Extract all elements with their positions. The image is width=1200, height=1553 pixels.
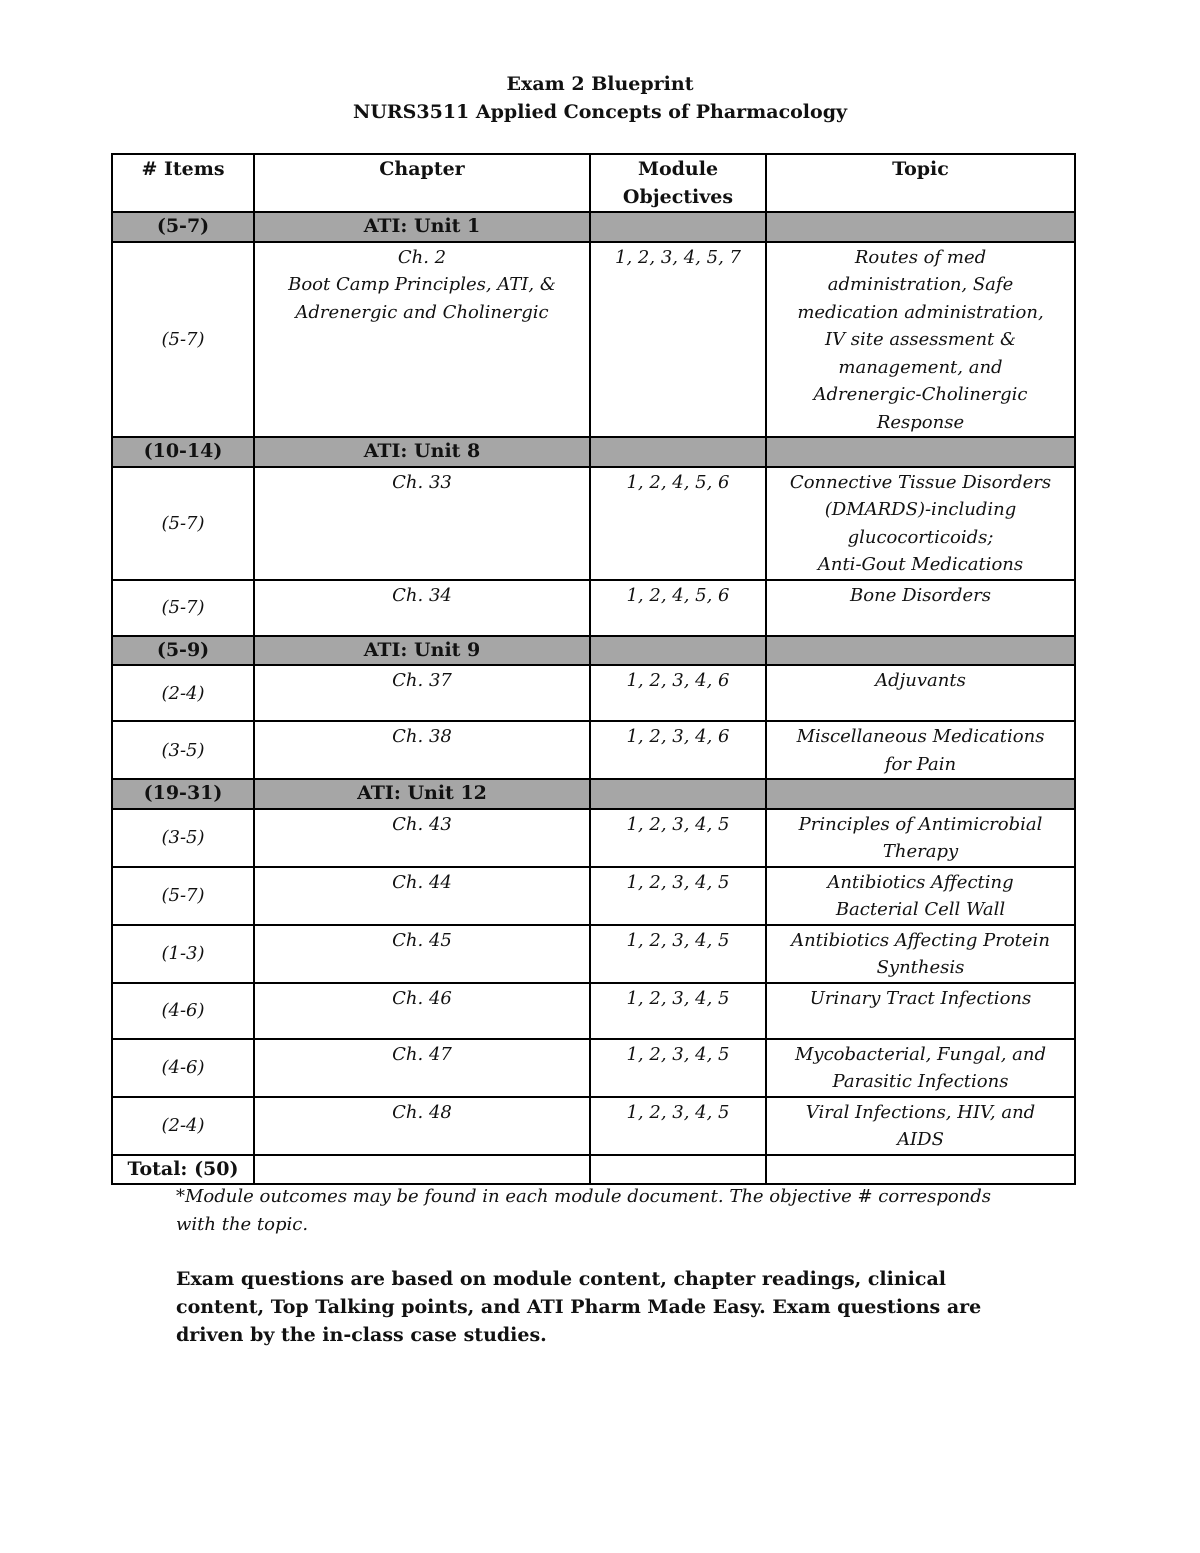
table-row <box>112 665 1075 721</box>
row-objectives: 1, 2, 3, 4, 5 <box>590 925 766 983</box>
row-items: (5-7) <box>112 867 254 925</box>
table-row <box>112 580 1075 636</box>
chapter-line: Ch. 45 <box>392 929 452 951</box>
unit-row <box>112 437 1075 467</box>
unit-row <box>112 636 1075 666</box>
row-objectives: 1, 2, 3, 4, 5, 7 <box>590 242 766 438</box>
row-topic <box>766 1097 1075 1155</box>
unit-topic-cell <box>766 636 1075 666</box>
chapter-line: Ch. 2 <box>397 246 447 268</box>
row-topic <box>766 467 1075 580</box>
chapter-line: Adrenergic and Cholinergic <box>295 301 549 323</box>
row-objectives: 1, 2, 3, 4, 5 <box>590 983 766 1039</box>
row-chapter <box>254 467 590 580</box>
row-items: (1-3) <box>112 925 254 983</box>
unit-objectives-cell <box>590 636 766 666</box>
row-topic <box>766 1039 1075 1097</box>
unit-row <box>112 212 1075 242</box>
row-topic <box>766 867 1075 925</box>
topic-line: Adjuvants <box>875 670 966 691</box>
unit-items: (5-7) <box>112 212 254 242</box>
document-header <box>0 70 1200 126</box>
total-objectives-cell <box>590 1155 766 1185</box>
row-objectives: 1, 2, 4, 5, 6 <box>590 580 766 636</box>
table-row <box>112 242 1075 438</box>
row-items: (2-4) <box>112 1097 254 1155</box>
row-topic <box>766 242 1075 438</box>
topic-line: IV site assessment & <box>824 329 1017 350</box>
row-chapter <box>254 242 590 438</box>
unit-label: ATI: Unit 12 <box>254 779 590 809</box>
total-items: Total: (50) <box>112 1155 254 1185</box>
chapter-line: Ch. 44 <box>392 871 452 893</box>
row-chapter <box>254 1039 590 1097</box>
row-chapter <box>254 809 590 867</box>
row-chapter <box>254 665 590 721</box>
row-objectives: 1, 2, 3, 4, 6 <box>590 721 766 779</box>
blueprint-table <box>111 153 1076 1185</box>
unit-topic-cell <box>766 212 1075 242</box>
row-topic <box>766 983 1075 1039</box>
unit-objectives-cell <box>590 779 766 809</box>
row-chapter <box>254 1097 590 1155</box>
chapter-line: Ch. 34 <box>392 584 452 606</box>
row-objectives: 1, 2, 3, 4, 6 <box>590 665 766 721</box>
row-items: (5-7) <box>112 467 254 580</box>
chapter-line: Boot Camp Principles, ATI, & <box>288 274 556 295</box>
row-topic <box>766 925 1075 983</box>
row-items: (5-7) <box>112 580 254 636</box>
total-chapter-cell <box>254 1155 590 1185</box>
unit-items: (5-9) <box>112 636 254 666</box>
topic-line: Antibiotics Affecting <box>827 871 1014 893</box>
table-body <box>112 212 1075 1184</box>
topic-line: glucocorticoids; <box>847 526 994 548</box>
topic-line: AIDS <box>897 1129 944 1150</box>
topic-line: Therapy <box>882 841 959 862</box>
unit-objectives-cell <box>590 437 766 467</box>
row-topic <box>766 721 1075 779</box>
chapter-line: Ch. 43 <box>392 813 452 835</box>
unit-topic-cell <box>766 437 1075 467</box>
row-chapter <box>254 721 590 779</box>
table-row <box>112 925 1075 983</box>
table-row <box>112 1097 1075 1155</box>
unit-label: ATI: Unit 9 <box>254 636 590 666</box>
row-topic <box>766 809 1075 867</box>
row-chapter <box>254 925 590 983</box>
topic-line: Synthesis <box>876 957 965 978</box>
table-header-row <box>112 154 1075 212</box>
document-title: Exam 2 Blueprint <box>506 73 694 95</box>
chapter-line: Ch. 47 <box>392 1043 452 1065</box>
topic-line: Response <box>876 411 965 433</box>
table-row <box>112 467 1075 580</box>
topic-line: Anti-Gout Medications <box>817 554 1024 575</box>
column-header-topic: Topic <box>766 154 1075 212</box>
row-items: (3-5) <box>112 721 254 779</box>
row-topic <box>766 665 1075 721</box>
module-outcomes-note: *Module outcomes may be found in each module document. The objective # corresponds with the topic. <box>176 1186 992 1235</box>
column-header-items: # Items <box>112 154 254 212</box>
unit-items: (10-14) <box>112 437 254 467</box>
table-row <box>112 721 1075 779</box>
row-objectives: 1, 2, 3, 4, 5 <box>590 809 766 867</box>
row-chapter <box>254 983 590 1039</box>
chapter-line: Ch. 48 <box>392 1101 452 1123</box>
row-topic <box>766 580 1075 636</box>
exam-summary: Exam questions are based on module content, chapter readings, clinical content, Top Talking points, and ATI Pharm Made Easy. Exam questions are driven by the in-class case studies. <box>176 1268 982 1346</box>
row-chapter <box>254 580 590 636</box>
table-row <box>112 1039 1075 1097</box>
topic-line: Antibiotics Affecting Protein <box>791 929 1050 951</box>
row-objectives: 1, 2, 3, 4, 5 <box>590 1097 766 1155</box>
row-objectives: 1, 2, 3, 4, 5 <box>590 1039 766 1097</box>
table-row <box>112 867 1075 925</box>
row-objectives: 1, 2, 4, 5, 6 <box>590 467 766 580</box>
topic-line: Bacterial Cell Wall <box>835 899 1006 920</box>
course-title: NURS3511 Applied Concepts of Pharmacology <box>352 101 848 123</box>
topic-line: medication administration, <box>797 301 1044 323</box>
topic-line: Connective Tissue Disorders <box>789 471 1052 493</box>
row-items: (4-6) <box>112 983 254 1039</box>
topic-line: administration, Safe <box>827 274 1014 295</box>
topic-line: Viral Infections, HIV, and <box>805 1101 1036 1123</box>
table-row <box>112 983 1075 1039</box>
column-header-objectives: Module Objectives <box>590 154 766 212</box>
topic-line: Parasitic Infections <box>832 1071 1009 1092</box>
row-items: (5-7) <box>112 242 254 438</box>
row-chapter <box>254 867 590 925</box>
table-row <box>112 809 1075 867</box>
unit-items: (19-31) <box>112 779 254 809</box>
unit-row <box>112 779 1075 809</box>
topic-line: Adrenergic-Cholinergic <box>813 384 1028 405</box>
chapter-line: Ch. 46 <box>392 987 452 1009</box>
topic-line: Principles of Antimicrobial <box>798 813 1043 835</box>
chapter-line: Ch. 38 <box>392 726 452 747</box>
topic-line: (DMARDS)-including <box>824 499 1017 520</box>
topic-line: Bone Disorders <box>850 584 991 606</box>
unit-label: ATI: Unit 8 <box>254 437 590 467</box>
unit-objectives-cell <box>590 212 766 242</box>
topic-line: Urinary Tract Infections <box>809 987 1032 1009</box>
topic-line: management, and <box>838 356 1003 378</box>
topic-line: for Pain <box>884 753 957 775</box>
row-items: (3-5) <box>112 809 254 867</box>
unit-topic-cell <box>766 779 1075 809</box>
row-objectives: 1, 2, 3, 4, 5 <box>590 867 766 925</box>
topic-line: Mycobacterial, Fungal, and <box>794 1043 1046 1065</box>
row-items: (2-4) <box>112 665 254 721</box>
topic-line: Miscellaneous Medications <box>796 726 1045 747</box>
unit-label: ATI: Unit 1 <box>254 212 590 242</box>
column-header-chapter: Chapter <box>254 154 590 212</box>
total-row <box>112 1155 1075 1185</box>
chapter-line: Ch. 37 <box>392 670 452 691</box>
total-topic-cell <box>766 1155 1075 1185</box>
topic-line: Routes of med <box>854 246 987 268</box>
chapter-line: Ch. 33 <box>392 471 452 493</box>
row-items: (4-6) <box>112 1039 254 1097</box>
